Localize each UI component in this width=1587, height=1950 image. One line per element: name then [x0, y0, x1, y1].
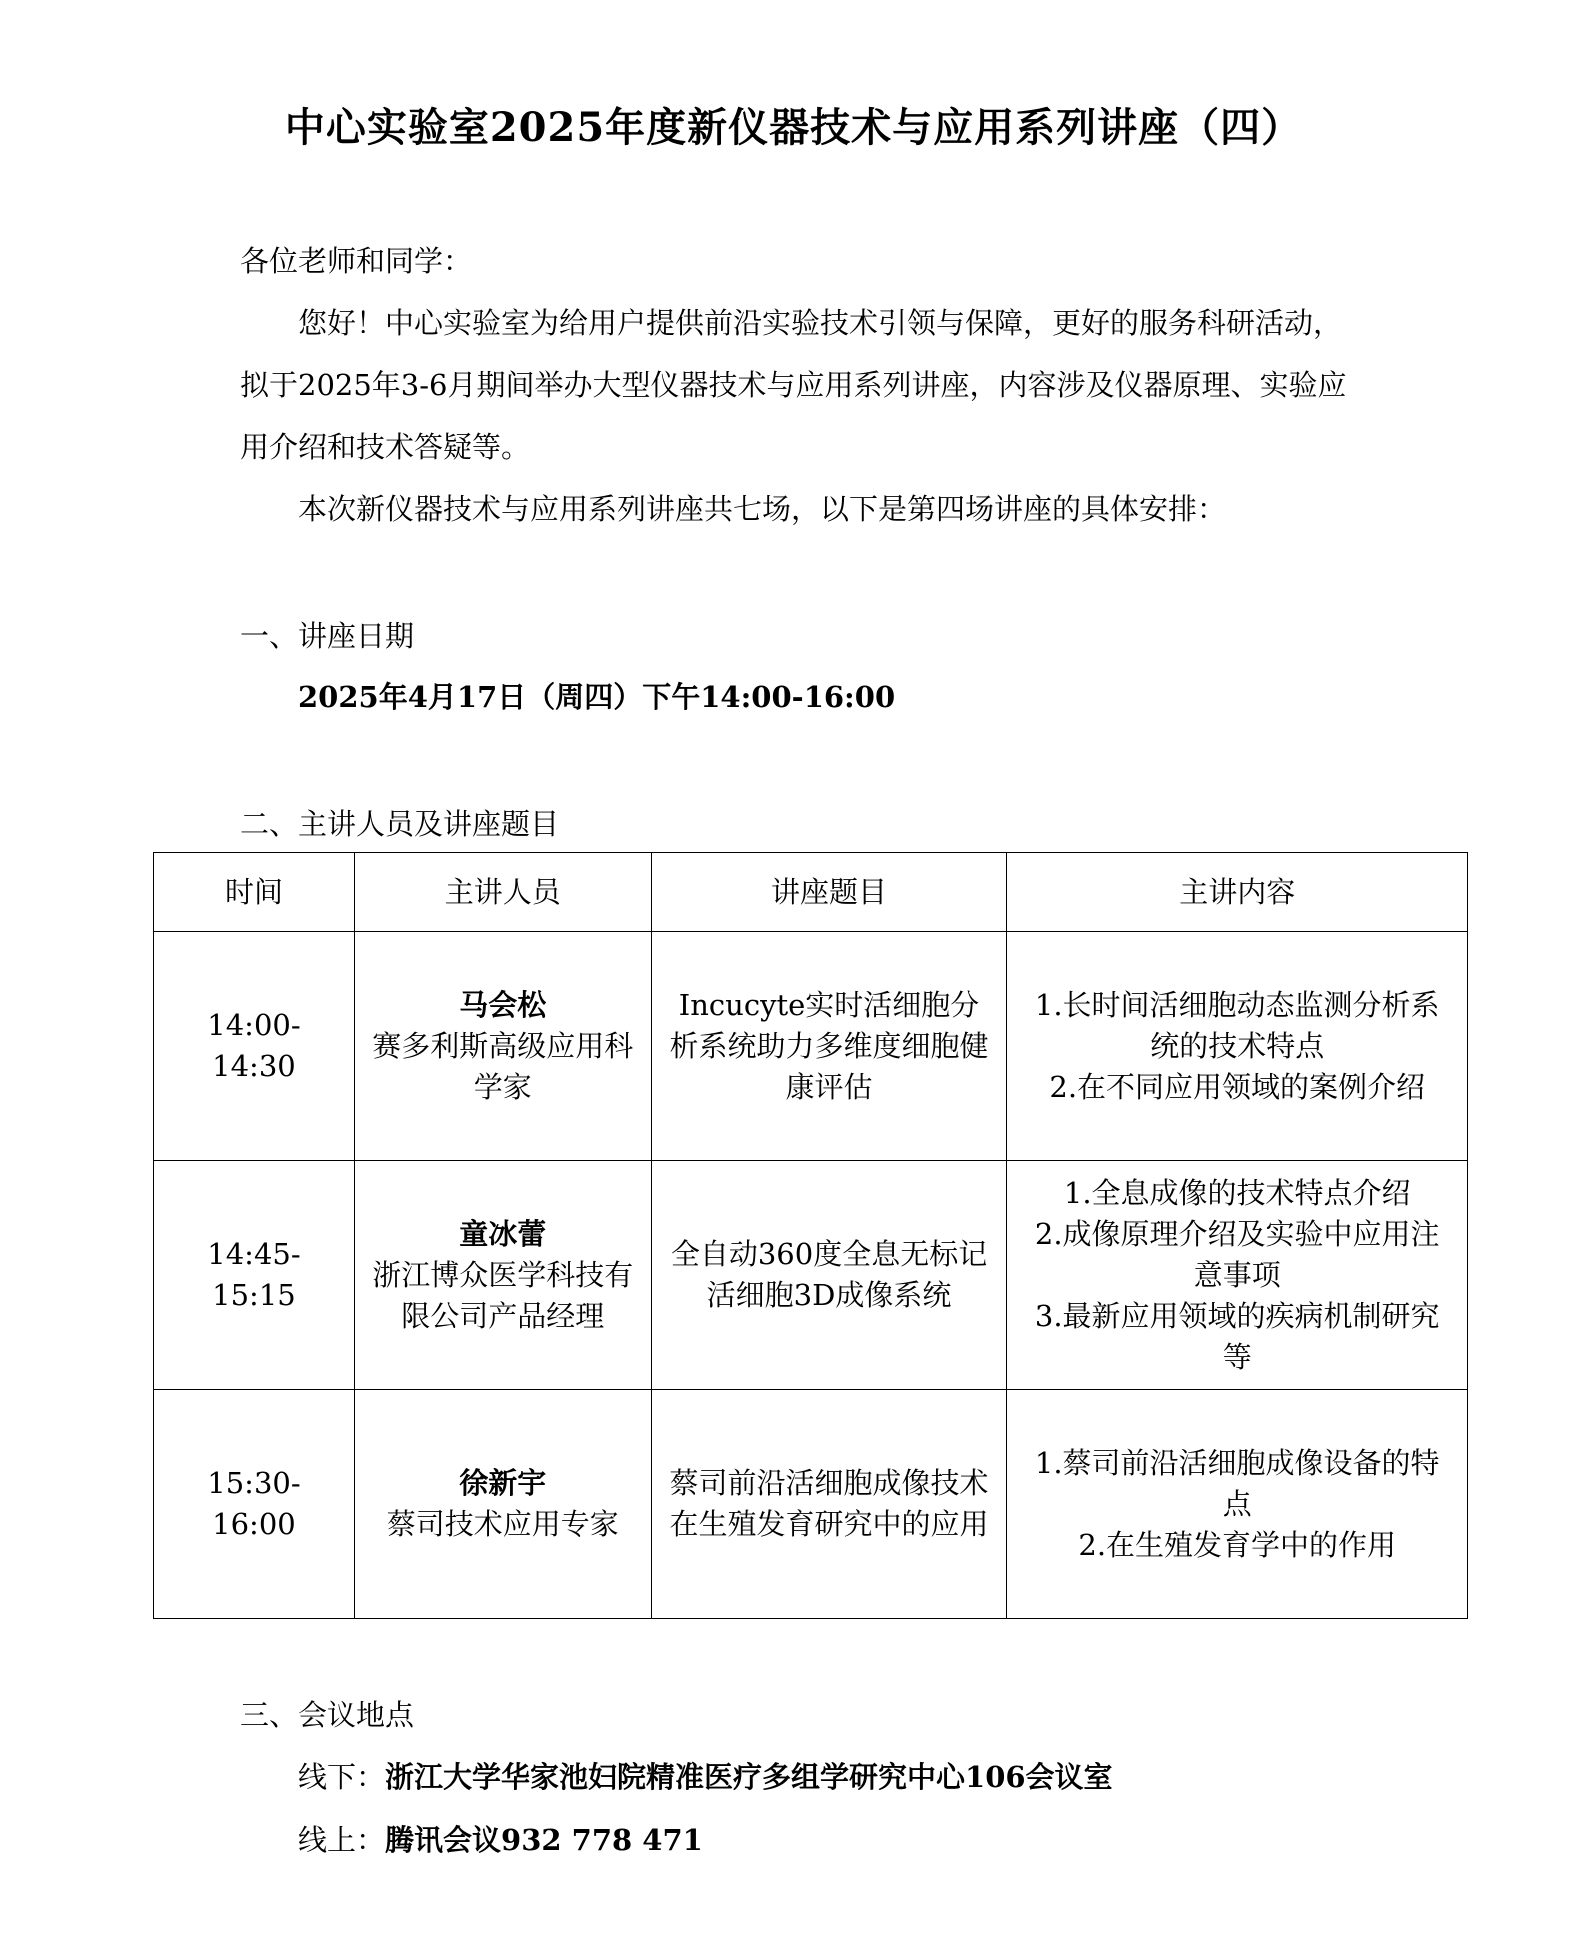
greeting: 各位老师和同学： [240, 244, 473, 278]
venue-online-value: 腾讯会议932 778 471 [385, 1823, 703, 1857]
content-cell [1007, 1161, 1468, 1390]
speaker-title: 赛多利斯高级应用科学家 [372, 1028, 634, 1104]
time-cell: 14:45-15:15 [154, 1161, 355, 1390]
time-cell: 14:00-14:30 [154, 932, 355, 1161]
section-speakers-heading: 二、主讲人员及讲座题目 [240, 807, 560, 841]
table-row [154, 932, 1468, 1161]
speaker-name: 马会松 [459, 987, 547, 1022]
speaker-cell [354, 932, 651, 1161]
section-date-heading: 一、讲座日期 [240, 619, 415, 653]
topic-cell: 蔡司前沿活细胞成像技术在生殖发育研究中的应用 [651, 1390, 1007, 1619]
table-header-row [154, 853, 1468, 932]
venue-offline [298, 1755, 1113, 1796]
speaker-cell [354, 1390, 651, 1619]
content-cell [1007, 1390, 1468, 1619]
intro-paragraph: 您好！中心实验室为给用户提供前沿实验技术引领与保障，更好的服务科研活动，拟于2025年3-6月期间举办大型仪器技术与应用系列讲座，内容涉及仪器原理、实验应用介绍和技术答疑等。 [240, 306, 1347, 464]
page-title: 中心实验室2025年度新仪器技术与应用系列讲座（四） [284, 104, 1303, 151]
section-venue-heading: 三、会议地点 [240, 1698, 415, 1732]
content-cell [1007, 932, 1468, 1161]
content-item: 2.在不同应用领域的案例介绍 [1049, 1069, 1426, 1104]
content-item: 2.成像原理介绍及实验中应用注意事项 [1034, 1216, 1440, 1292]
header-topic: 讲座题目 [651, 853, 1007, 932]
content-item: 3.最新应用领域的疾病机制研究等 [1034, 1298, 1440, 1374]
speaker-title: 浙江博众医学科技有限公司产品经理 [372, 1257, 634, 1333]
topic-cell: 全自动360度全息无标记活细胞3D成像系统 [651, 1161, 1007, 1390]
venue-online [298, 1818, 703, 1859]
venue-online-label: 线上： [298, 1823, 386, 1857]
table-row [154, 1161, 1468, 1390]
venue-offline-value: 浙江大学华家池妇院精准医疗多组学研究中心106会议室 [385, 1760, 1113, 1794]
speaker-name: 童冰蕾 [459, 1216, 547, 1251]
topic-cell: Incucyte实时活细胞分析系统助力多维度细胞健康评估 [651, 932, 1007, 1161]
table-row [154, 1390, 1468, 1619]
venue-offline-label: 线下： [298, 1760, 386, 1794]
content-item: 1.蔡司前沿活细胞成像设备的特点 [1034, 1445, 1440, 1521]
time-cell: 15:30-16:00 [154, 1390, 355, 1619]
content-item: 1.全息成像的技术特点介绍 [1063, 1175, 1411, 1210]
header-content: 主讲内容 [1007, 853, 1468, 932]
content-item: 1.长时间活细胞动态监测分析系统的技术特点 [1034, 987, 1440, 1063]
speaker-cell [354, 1161, 651, 1390]
schedule-table [153, 852, 1468, 1619]
speaker-name: 徐新宇 [459, 1466, 547, 1500]
content-item: 2.在生殖发育学中的作用 [1078, 1527, 1397, 1562]
speaker-title: 蔡司技术应用专家 [386, 1507, 619, 1541]
header-speaker: 主讲人员 [354, 853, 651, 932]
lecture-date: 2025年4月17日（周四）下午14:00-16:00 [298, 680, 896, 714]
header-time: 时间 [154, 853, 355, 932]
series-paragraph: 本次新仪器技术与应用系列讲座共七场，以下是第四场讲座的具体安排： [298, 492, 1227, 526]
